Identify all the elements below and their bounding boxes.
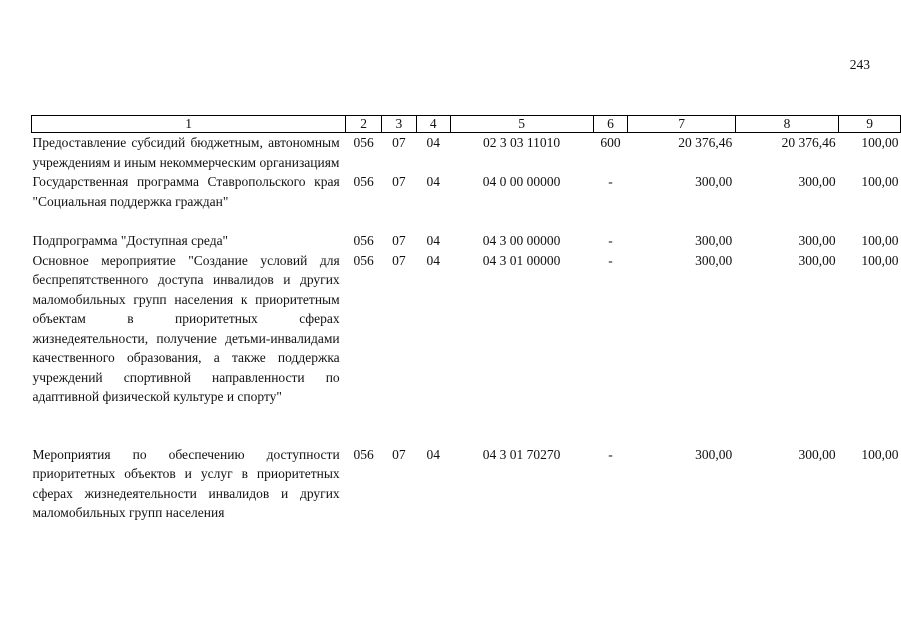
table-row <box>32 211 901 251</box>
row-target-code: 04 3 01 70270 <box>482 446 561 462</box>
row-planned-amount: 300,00 <box>695 233 733 248</box>
budget-table <box>31 115 901 523</box>
column-header: 5 <box>450 116 593 133</box>
table-row <box>32 133 901 173</box>
row-target-code: 02 3 03 11010 <box>483 135 561 150</box>
column-header: 1 <box>32 116 346 133</box>
row-subsection-code: 04 <box>426 135 440 150</box>
page-number: 243 <box>849 57 870 72</box>
table-row <box>32 172 901 211</box>
row-ministry-code: 056 <box>353 135 374 150</box>
column-header: 7 <box>628 116 735 133</box>
row-percent: 100,00 <box>861 174 899 189</box>
row-actual-amount: 300,00 <box>798 174 836 189</box>
row-planned-amount: 300,00 <box>695 252 733 268</box>
row-actual-amount: 300,00 <box>798 252 836 268</box>
row-percent: 100,00 <box>861 135 899 150</box>
row-name: Подпрограмма "Доступная среда" <box>32 233 229 248</box>
row-planned-amount: 20 376,46 <box>678 135 733 150</box>
row-percent: 100,00 <box>861 446 899 462</box>
row-actual-amount: 300,00 <box>798 233 836 248</box>
row-expense-type: 600 <box>600 135 621 150</box>
row-section-code: 07 <box>392 233 406 248</box>
row-section-code: 07 <box>392 252 406 268</box>
row-planned-amount: 300,00 <box>695 174 733 189</box>
column-header: 2 <box>346 116 382 133</box>
row-subsection-code: 04 <box>426 252 440 268</box>
table-row <box>32 407 901 523</box>
table-row <box>32 251 901 407</box>
table-header-row <box>32 116 901 133</box>
column-header: 3 <box>382 116 417 133</box>
row-expense-type: - <box>608 233 613 248</box>
row-percent: 100,00 <box>861 233 899 248</box>
row-target-code: 04 0 00 00000 <box>482 174 561 189</box>
row-name: Мероприятия по обеспечению доступности приоритетных объектов и услуг в приоритетных сферах жизнедеятельности инвалидов и других маломобильных групп населения <box>32 446 340 520</box>
row-name: Предоставление субсидий бюджетным, автономным учреждениям и иным некоммерческим организациям <box>32 135 340 170</box>
row-name: Государственная программа Ставропольского края "Социальная поддержка граждан" <box>32 174 340 209</box>
row-subsection-code: 04 <box>426 233 440 248</box>
row-expense-type: - <box>608 252 613 268</box>
row-expense-type: - <box>608 446 613 462</box>
row-name: Основное мероприятие "Создание условий для беспрепятственного доступа инвалидов и других маломобильных групп населения к приоритетным объектам в приоритетных сферах жизнедеятельности, получение детьми-инвалидами качественного образования, а также поддержка учреждений спортивной направленности по адаптивной физической культуре и спорту" <box>32 252 340 404</box>
row-ministry-code: 056 <box>353 233 374 248</box>
row-percent: 100,00 <box>861 252 899 268</box>
column-header: 4 <box>416 116 450 133</box>
row-ministry-code: 056 <box>353 174 374 189</box>
row-section-code: 07 <box>392 174 406 189</box>
row-expense-type: - <box>608 174 613 189</box>
row-target-code: 04 3 00 00000 <box>482 233 561 248</box>
row-ministry-code: 056 <box>353 252 374 268</box>
row-section-code: 07 <box>392 446 406 462</box>
row-subsection-code: 04 <box>426 446 440 462</box>
row-section-code: 07 <box>392 135 406 150</box>
column-header: 9 <box>839 116 901 133</box>
row-actual-amount: 300,00 <box>798 446 836 462</box>
row-subsection-code: 04 <box>426 174 440 189</box>
row-ministry-code: 056 <box>353 446 374 462</box>
row-planned-amount: 300,00 <box>695 446 733 462</box>
row-target-code: 04 3 01 00000 <box>482 252 561 268</box>
row-actual-amount: 20 376,46 <box>781 135 836 150</box>
column-header: 8 <box>735 116 838 133</box>
column-header: 6 <box>593 116 628 133</box>
